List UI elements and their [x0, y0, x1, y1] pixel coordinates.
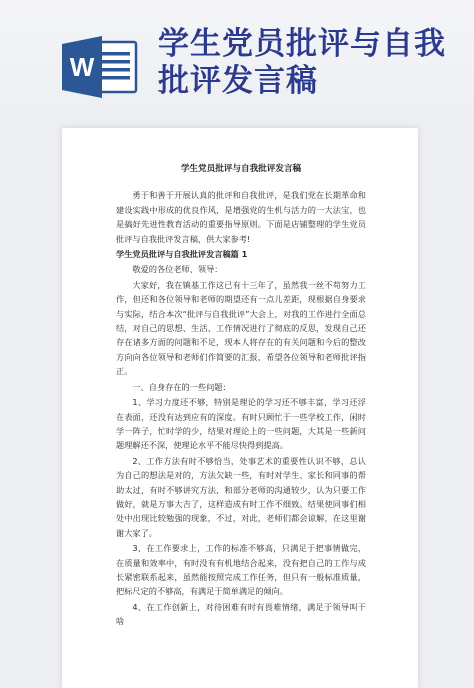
- paragraph-item-1: 1、学习力度还不够，特别是理论的学习还不够丰富，学习还浮在表面，还没有达到应有的深度。有时只顾忙于一些学校工作，闲时学一阵子，忙时学的少，结果对理论上的一些问题，大其是一些新问题理解还不深，使理论水平不能尽快得到提高。: [116, 397, 366, 451]
- banner: [0, 0, 474, 128]
- paragraph-item-4: 4、在工作创新上，对待困难有时有畏难情绪，满足于领导叫干啥: [116, 601, 366, 627]
- intro-paragraph: 勇于和善于开展认真的批评和自我批评，是我们党在长期革命和建设实践中形成的优良作风，是增强党的生机与活力的一大法宝，也是搞好先进性教育活动的重要指导原则。下面是店铺整理的学生党员批评与自我批评发言稿，供大家参考!: [116, 190, 366, 244]
- paragraph-opening: 大家好，我在镇基工作这已有十三年了，虽然我一丝不苟努力工作，但还和各位领导和老师的期望还有一点儿差距，现根据自身要求与实际，结合本次“批评与自我批评”大会上，对我的工作进行全面总结，对自己的思想、生活、工作情况进行了彻底的反思，发现自己还存在诸多方面的问题和不足，现本人将存在的有关问题和今后的整改方向向各位领导和老师们作简要的汇报，希望各位领导和老师批评指正。: [116, 279, 366, 377]
- paragraph-item-3: 3、在工作要求上，工作的标准不够高，只满足于把事情做完，在质量和效率中，有时没有有机地结合起来，没有把自己的工作与成长紧密联系起来，虽然能按照完成工作任务，但只有一般标准质量，把标尺定的不够高，有满足于简单满足的倾向。: [116, 543, 366, 597]
- section-heading: 学生党员批评与自我批评发言稿篇 1: [116, 249, 248, 260]
- paragraph-item-2: 2、工作方法有时不够恰当，处事艺术的重要性认识不够，总认为自己的想法是对的，方法欠缺一些，有时对学生、家长和同事的帮助太过，有时不够讲究方法，和部分老师的沟通较少，认为只要工作做好，就是万事大吉了，这样造成有时工作不细致。结果使同事们相处中出现比较勉强的现象，不过，对此，老师们都会谅解，在这里谢谢大家了。: [116, 455, 366, 538]
- document-body: [116, 162, 366, 630]
- paragraph-problems-heading: 一、自身存在的一些问题：: [132, 381, 231, 392]
- paragraph-salutation: 敬爱的各位老师、领导：: [132, 264, 223, 275]
- document-title: 学生党员批评与自我批评发言稿: [180, 164, 302, 174]
- banner-title: 学生党员批评与自我批评发言稿: [158, 26, 446, 99]
- word-letter: W: [69, 52, 95, 82]
- word-icon: [62, 36, 140, 98]
